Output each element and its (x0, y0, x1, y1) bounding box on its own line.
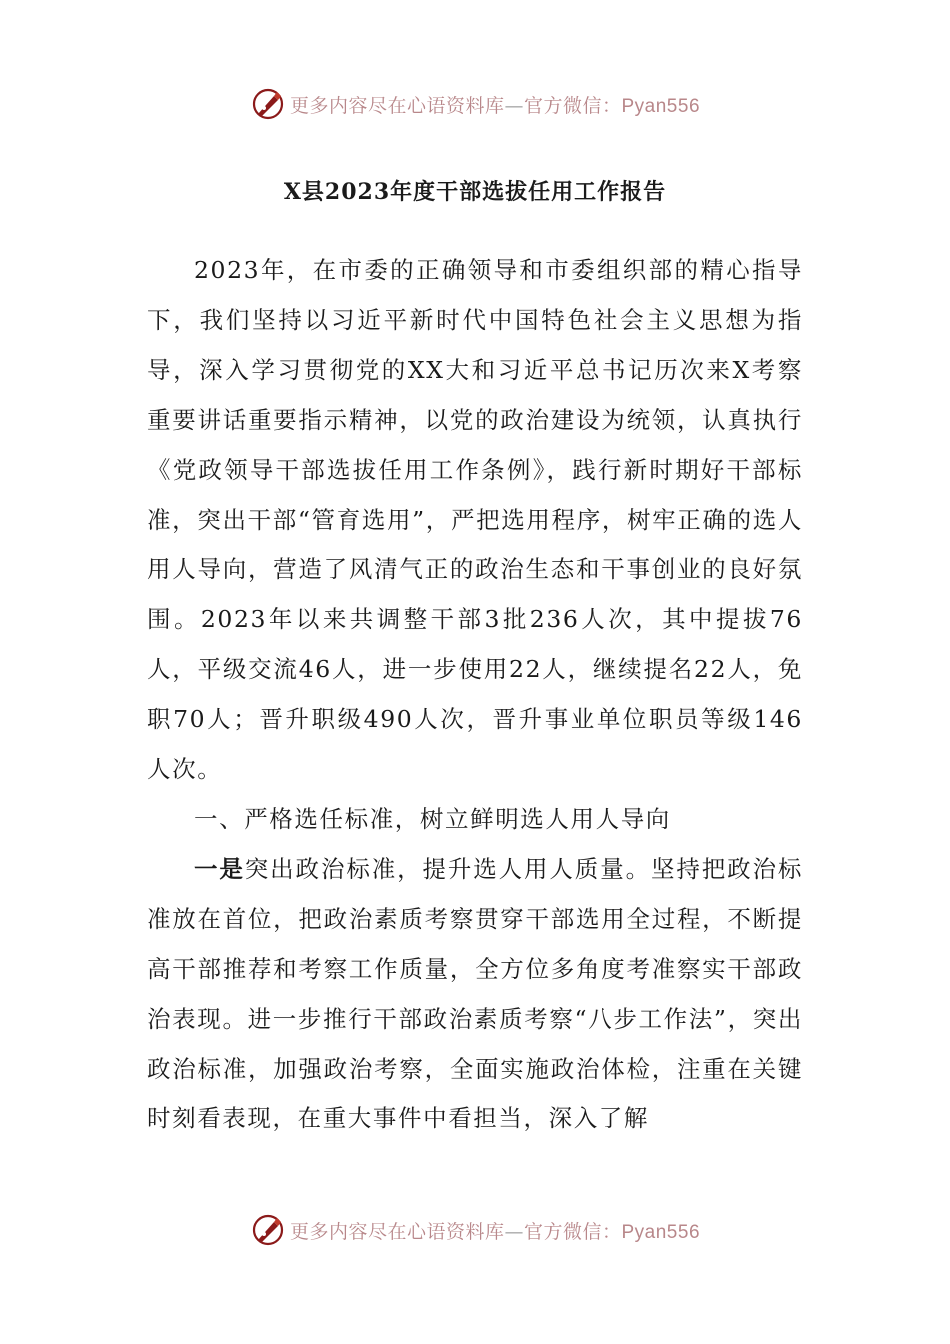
point-text: 突出政治标准，提升选人用人质量。坚持把政治标准放在首位，把政治素质考察贯穿干部选用全过程，不断提高干部推荐和考察工作质量，全方位多角度考准察实干部政治表现。进一步推行干部政治素质考察“八步工作法”，突出政治标准，加强政治考察，全面实施政治体检，注重在关键时刻看表现，在重大事件中看担当，深入了解 (147, 854, 804, 1133)
watermark-text: 更多内容尽在心语资料库—官方微信：Pyan556 (289, 94, 701, 117)
header-watermark (0, 84, 950, 124)
point-paragraph (147, 845, 803, 1144)
point-lead: 一是 (194, 854, 245, 883)
document-title: X县2023年度干部选拔任用工作报告 (283, 179, 667, 205)
wechat-handle: Pyan556 (621, 95, 701, 117)
pen-nib-logo-icon (250, 1212, 286, 1248)
section-heading: 一、严格选任标准，树立鲜明选人用人导向 (194, 804, 671, 833)
intro-paragraph: 2023年，在市委的正确领导和市委组织部的精心指导下，我们坚持以习近平新时代中国特色社会主义思想为指导，深入学习贯彻党的XX大和习近平总书记历次来X考察重要讲话重要指示精神，以党的政治建设为统领，认真执行《党政领导干部选拔任用工作条例》，践行新时期好干部标准，突出干部“管育选用”，严把选用程序，树牢正确的选人用人导向，营造了风清气正的政治生态和干事创业的良好氛围。2023年以来共调整干部3批236人次，其中提拔76人，平级交流46人，进一步使用22人，继续提名22人，免职70人；晋升职级490人次，晋升事业单位职员等级146人次。 (147, 256, 803, 784)
footer-watermark (0, 1210, 950, 1250)
document-body (147, 246, 803, 1144)
watermark-text: 更多内容尽在心语资料库—官方微信：Pyan556 (289, 1220, 701, 1243)
pen-nib-logo-icon (250, 86, 286, 122)
wechat-handle: Pyan556 (621, 1221, 701, 1243)
